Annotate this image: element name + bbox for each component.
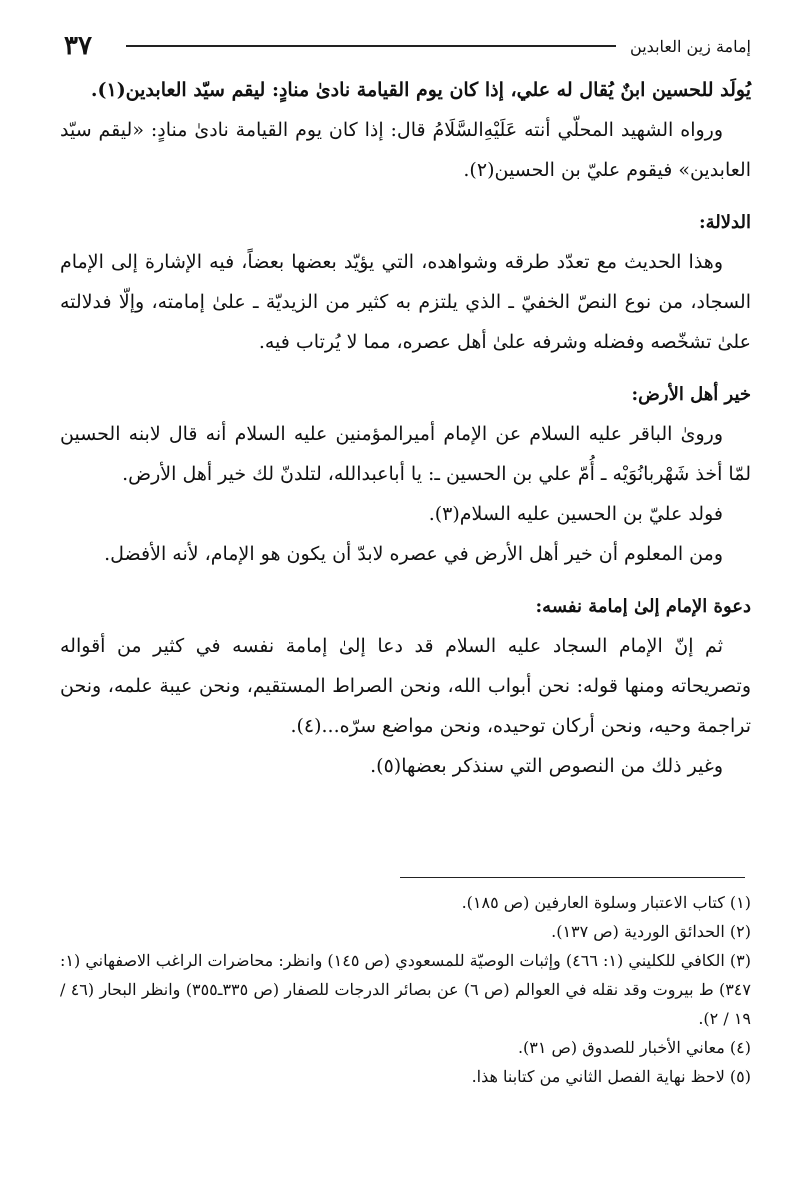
paragraph-3: وهذا الحديث مع تعدّد طرقه وشواهده، التي يؤيّد بعضها بعضاً، فيه الإشارة إلى الإمام السجاد، من نوع النصّ الخفيّ ـ الذي يلتزم به كثير من الزيديّة ـ علىٰ إمامته، وإلّا فدلالته علىٰ تشخّصه وفضله وشرفه علىٰ أهل عصره، مما لا يُرتاب فيه. xyxy=(60,251,751,353)
page-header xyxy=(64,28,751,64)
footnote-2: (٢) الحدائق الوردية (ص ١٣٧). xyxy=(551,922,751,941)
heading-dalala: الدلالة: xyxy=(699,212,751,233)
paragraph-8: وغير ذلك من النصوص التي سنذكر بعضها(٥). xyxy=(370,755,723,777)
paragraph-1: يُولَد للحسين ابنٌ يُقال له علي، إذا كان يوم القيامة نادىٰ منادٍ: ليقم سيّد العابدين(١). xyxy=(90,79,751,101)
heading-dawat-alimam: دعوة الإمام إلىٰ إمامة نفسه: xyxy=(535,596,751,617)
paragraph-7: ثم إنّ الإمام السجاد عليه السلام قد دعا إلىٰ إمامة نفسه في كثير من أقواله وتصريحاته ومنها قوله: نحن أبواب الله، ونحن الصراط المستقيم، ونحن عيبة علمه، ونحن تراجمة وحيه، ونحن أركان توحيده، ونحن مواضع سرّه...(٤). xyxy=(60,635,751,737)
paragraph-2: ورواه الشهيد المحلّي أنته عَلَيْهِ‌السَّلَامُ قال: إذا كان يوم القيامة نادىٰ منادٍ: «ليقم سيّد العابدين» فيقوم عليّ بن الحسين(٢). xyxy=(60,119,751,181)
running-title: إمامة زين العابدين xyxy=(630,36,751,56)
footnote-4: (٤) معاني الأخبار للصدوق (ص ٣١). xyxy=(517,1038,751,1057)
paragraph-6: ومن المعلوم أن خير أهل الأرض في عصره لابدّ أن يكون هو الإمام، لأنه الأفضل. xyxy=(104,543,723,565)
footnote-separator xyxy=(400,877,745,878)
footnote-5: (٥) لاحظ نهاية الفصل الثاني من كتابنا هذا. xyxy=(471,1067,751,1086)
footnote-3: (٣) الكافي للكليني (١: ٤٦٦) وإثبات الوصيّة للمسعودي (ص ١٤٥) وانظر: محاضرات الراغب الاصفهاني (١: ٣٤٧) ط بيروت وقد نقله في العوالم (ص ٦) عن بصائر الدرجات للصفار (ص ٣٣٥ـ٣٥٥) وانظر البحار (٤٦ / ١٩ / ٢). xyxy=(60,951,751,1028)
heading-khayr-ahl-alard: خير أهل الأرض: xyxy=(631,384,751,405)
paragraph-5: فولد عليّ بن الحسين عليه السلام(٣). xyxy=(428,503,723,525)
footnotes xyxy=(60,888,751,1091)
paragraph-4: ورویٰ الباقر عليه السلام عن الإمام أميرالمؤمنين عليه السلام أنه قال لابنه الحسين لمّا أخذ شَهْربانُوَيْه ـ أُمّ علي بن الحسين ـ: يا أباعبدالله، لتلدنّ لك خير أهل الأرض. xyxy=(60,423,751,485)
page-number: ٣٧ xyxy=(64,31,92,61)
header-rule xyxy=(126,45,616,47)
main-text xyxy=(60,70,751,786)
footnote-1: (١) كتاب الاعتبار وسلوة العارفين (ص ١٨٥). xyxy=(461,893,751,912)
